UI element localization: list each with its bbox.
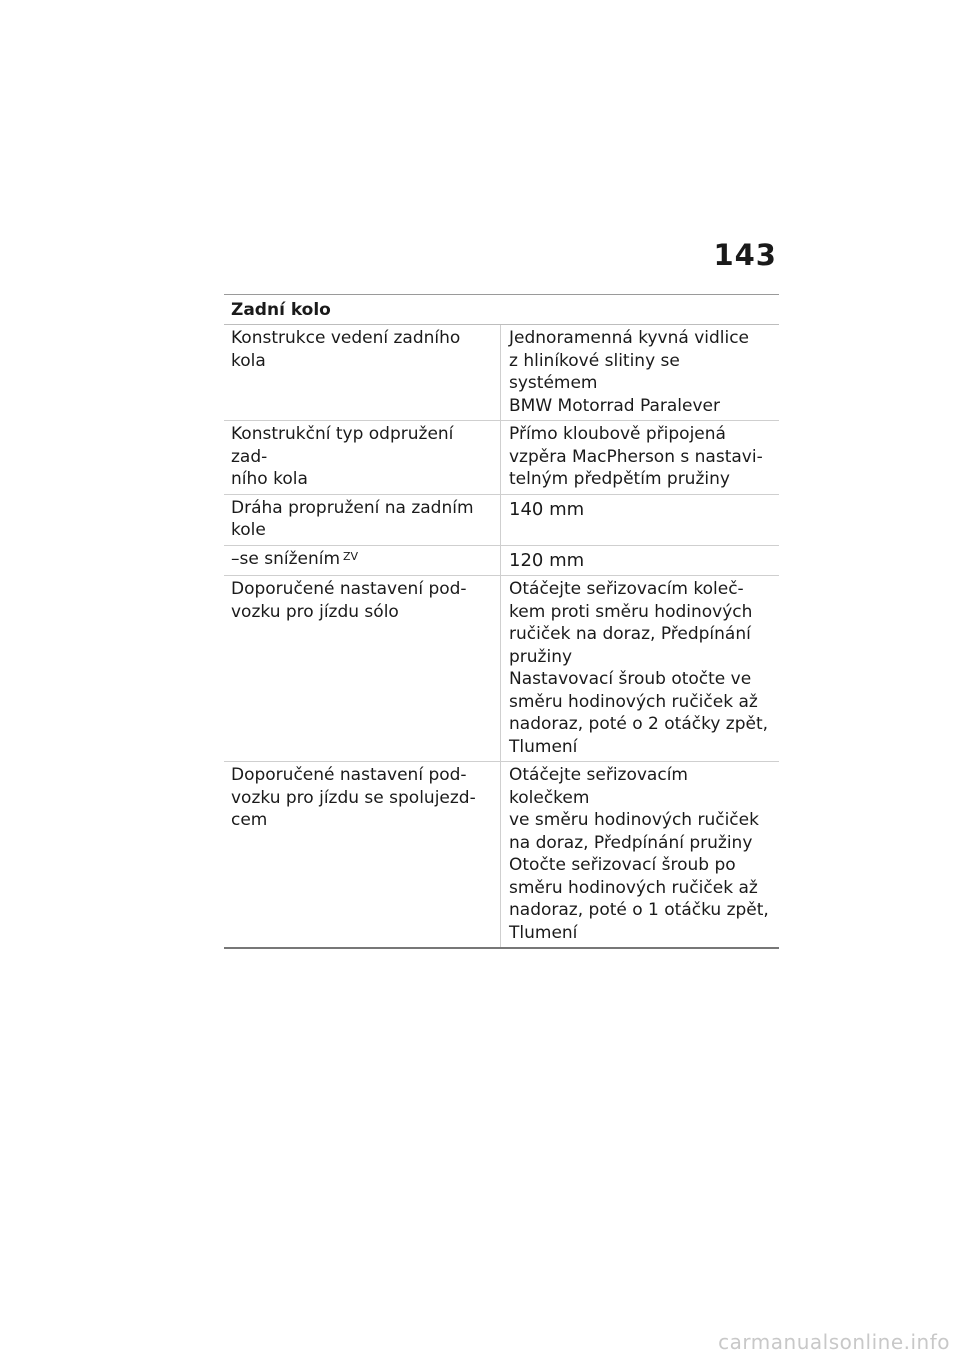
table-row: [224, 495, 779, 546]
row-label: Doporučené nastavení pod- vozku pro jízdu se spolujezd- cem: [224, 762, 501, 947]
row-value: 120 mm: [509, 549, 585, 571]
row-value: Přímo kloubově připojená vzpěra MacPherson s nastavi- telným předpětím pružiny: [509, 424, 763, 489]
spec-table: [224, 294, 779, 949]
table-row: [224, 325, 779, 421]
row-value: Otáčejte seřizovacím kolečkem ve směru hodinových ručiček na doraz, Předpínání pružiny Otočte seřizovací šroub po směru hodinových ručiček až nadoraz, poté o 1 otáčku zpět, Tlumení: [509, 765, 769, 943]
row-value: Otáčejte seřizovacím koleč- kem proti směru hodinových ručiček na doraz, Předpínání pružiny Nastavovací šroub otočte ve směru hodinových ručiček až nadoraz, poté o 2 otáčky zpět, Tlumení: [509, 579, 769, 757]
option-superscript: ZV: [343, 549, 359, 563]
table-title: Zadní kolo: [224, 295, 779, 325]
row-label: Konstrukce vedení zadního kola: [224, 325, 501, 420]
row-value: Jednoramenná kyvná vidlice z hliníkové slitiny se systémem BMW Motorrad Paralever: [509, 328, 750, 416]
table-row: [224, 762, 779, 947]
table-row: [224, 576, 779, 762]
row-label-text: –se snížením: [231, 548, 341, 569]
table-row: [224, 421, 779, 495]
row-value: 140 mm: [509, 498, 585, 520]
watermark: carmanualsonline.info: [718, 1330, 950, 1354]
row-label: Konstrukční typ odpružení zad- ního kola: [224, 421, 501, 494]
row-label: Doporučené nastavení pod- vozku pro jízdu sólo: [224, 576, 501, 761]
row-label: Dráha propružení na zadním kole: [224, 495, 501, 545]
row-label: [224, 546, 501, 576]
table-row: [224, 546, 779, 577]
page-number: 143: [713, 238, 777, 272]
